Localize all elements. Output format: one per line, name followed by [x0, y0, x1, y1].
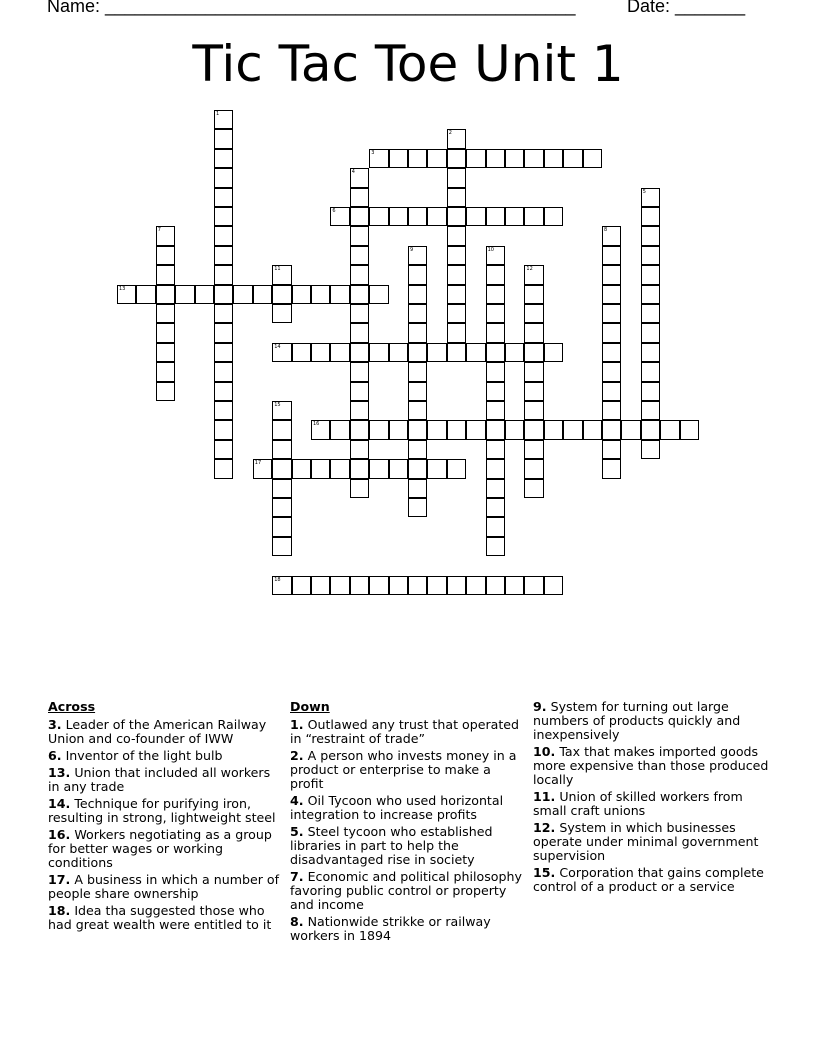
crossword-cell[interactable] — [369, 285, 388, 304]
crossword-cell[interactable] — [641, 401, 660, 420]
crossword-cell[interactable] — [350, 362, 369, 381]
crossword-cell[interactable] — [350, 265, 369, 284]
crossword-cell[interactable] — [427, 343, 446, 362]
crossword-cell[interactable] — [602, 459, 621, 478]
clue-across-18 — [48, 904, 284, 932]
crossword-cell[interactable] — [408, 207, 427, 226]
crossword-cell[interactable] — [486, 265, 505, 284]
crossword-cell[interactable] — [427, 576, 446, 595]
crossword-cell[interactable] — [156, 382, 175, 401]
clue-across-17 — [48, 873, 284, 901]
crossword-cell[interactable] — [156, 323, 175, 342]
crossword-cell[interactable] — [524, 343, 543, 362]
clue-text: A business in which a number of people share ownership — [48, 872, 280, 901]
crossword-cell[interactable] — [214, 285, 233, 304]
crossword-cell[interactable] — [214, 188, 233, 207]
crossword-cell[interactable] — [330, 576, 349, 595]
clue-number: 1. — [290, 717, 304, 732]
crossword-cell[interactable] — [486, 440, 505, 459]
crossword-cell[interactable] — [175, 285, 194, 304]
clue-number-label: 17 — [254, 460, 262, 467]
clue-down-4 — [290, 794, 526, 822]
crossword-cell[interactable] — [602, 343, 621, 362]
crossword-cell[interactable] — [350, 576, 369, 595]
crossword-cell[interactable] — [641, 420, 660, 439]
clue-number: 2. — [290, 748, 304, 763]
crossword-cell[interactable] — [408, 479, 427, 498]
crossword-cell[interactable] — [660, 420, 679, 439]
crossword-cell[interactable] — [272, 285, 291, 304]
crossword-cell[interactable] — [369, 207, 388, 226]
clue-number-label: 4 — [351, 169, 355, 176]
crossword-cell[interactable] — [641, 188, 660, 207]
crossword-cell[interactable] — [389, 420, 408, 439]
crossword-cell[interactable] — [156, 362, 175, 381]
crossword-cell[interactable] — [447, 265, 466, 284]
crossword-cell[interactable] — [214, 129, 233, 148]
crossword-cell[interactable] — [641, 285, 660, 304]
crossword-cell[interactable] — [447, 304, 466, 323]
clue-text: Oil Tycoon who used horizontal integration to increase profits — [290, 793, 504, 822]
clue-number: 7. — [290, 869, 304, 884]
crossword-cell[interactable] — [641, 265, 660, 284]
crossword-cell[interactable] — [272, 401, 291, 420]
crossword-cell[interactable] — [563, 149, 582, 168]
crossword-cell[interactable] — [486, 285, 505, 304]
crossword-cell[interactable] — [466, 343, 485, 362]
clue-down-7 — [290, 870, 526, 912]
crossword-cell[interactable] — [214, 246, 233, 265]
crossword-cell[interactable] — [408, 246, 427, 265]
clue-number-label: 3 — [371, 149, 375, 156]
crossword-cell[interactable] — [447, 420, 466, 439]
clue-down-5 — [290, 825, 526, 867]
clue-text: Union that included all workers in any trade — [48, 765, 271, 794]
crossword-cell[interactable] — [330, 207, 349, 226]
clue-down-2 — [290, 749, 526, 791]
clue-text: Workers negotiating as a group for better wages or working conditions — [48, 827, 272, 870]
crossword-cell[interactable] — [563, 420, 582, 439]
crossword-cell[interactable] — [156, 343, 175, 362]
crossword-cell[interactable] — [486, 343, 505, 362]
crossword-cell[interactable] — [214, 401, 233, 420]
crossword-cell[interactable] — [389, 343, 408, 362]
clue-number: 15. — [533, 865, 556, 880]
crossword-cell[interactable] — [486, 537, 505, 556]
down-clues — [290, 700, 526, 946]
crossword-cell[interactable] — [272, 459, 291, 478]
crossword-cell[interactable] — [408, 498, 427, 517]
clue-number-label: 13 — [119, 285, 126, 292]
clue-number-label: 11 — [274, 266, 281, 273]
crossword-cell[interactable] — [389, 576, 408, 595]
crossword-cell[interactable] — [447, 207, 466, 226]
crossword-cell[interactable] — [350, 440, 369, 459]
crossword-cell[interactable] — [486, 323, 505, 342]
crossword-cell[interactable] — [447, 149, 466, 168]
crossword-cell[interactable] — [253, 285, 272, 304]
crossword-cell[interactable] — [447, 188, 466, 207]
crossword-cell[interactable] — [408, 576, 427, 595]
clue-number-label: 16 — [313, 421, 320, 428]
clue-text: A person who invests money in a product or enterprise to make a profit — [290, 748, 517, 791]
crossword-cell[interactable] — [253, 459, 272, 478]
crossword-cell[interactable] — [408, 440, 427, 459]
crossword-cell[interactable] — [641, 362, 660, 381]
clue-text: Outlawed any trust that operated in “restraint of trade” — [290, 717, 520, 746]
crossword-cell[interactable] — [641, 207, 660, 226]
clue-across-16 — [48, 828, 284, 870]
crossword-cell[interactable] — [427, 149, 446, 168]
crossword-cell[interactable] — [486, 401, 505, 420]
clue-down-1 — [290, 718, 526, 746]
crossword-cell[interactable] — [680, 420, 699, 439]
crossword-cell[interactable] — [602, 265, 621, 284]
clue-number-label: 14 — [274, 343, 281, 350]
crossword-cell[interactable] — [214, 168, 233, 187]
name-field[interactable]: Name: _______________________________________________ — [47, 0, 576, 16]
clue-text: System in which businesses operate under minimal government supervision — [533, 820, 759, 863]
crossword-cell[interactable] — [524, 401, 543, 420]
crossword-cell[interactable] — [408, 265, 427, 284]
crossword-cell[interactable] — [602, 323, 621, 342]
crossword-cell[interactable] — [272, 440, 291, 459]
clue-number-label: 1 — [216, 111, 220, 117]
crossword-cell[interactable] — [544, 207, 563, 226]
crossword-cell[interactable] — [350, 382, 369, 401]
crossword-cell[interactable] — [330, 459, 349, 478]
crossword-cell[interactable] — [350, 168, 369, 187]
clue-text: Technique for purifying iron, resulting in strong, lightweight steel — [48, 796, 276, 825]
across-clues — [48, 700, 284, 935]
clue-text: System for turning out large numbers of products quickly and inexpensively — [533, 699, 741, 742]
crossword-cell[interactable] — [389, 207, 408, 226]
crossword-cell[interactable] — [214, 207, 233, 226]
crossword-cell[interactable] — [311, 343, 330, 362]
crossword-cell[interactable] — [466, 149, 485, 168]
crossword-cell[interactable] — [641, 382, 660, 401]
crossword-cell[interactable] — [486, 246, 505, 265]
clue-text: Economic and political philosophy favoring public control or property and income — [290, 869, 522, 912]
crossword-cell[interactable] — [350, 188, 369, 207]
clue-number-label: 8 — [604, 227, 608, 234]
crossword-cell[interactable] — [389, 459, 408, 478]
crossword-cell[interactable] — [602, 246, 621, 265]
crossword-cell[interactable] — [602, 440, 621, 459]
crossword-cell[interactable] — [214, 226, 233, 245]
crossword-cell[interactable] — [136, 285, 155, 304]
crossword-cell[interactable] — [447, 323, 466, 342]
crossword-cell[interactable] — [350, 246, 369, 265]
clue-number: 10. — [533, 744, 556, 759]
crossword-cell[interactable] — [524, 323, 543, 342]
crossword-cell[interactable] — [272, 343, 291, 362]
crossword-cell[interactable] — [486, 459, 505, 478]
crossword-cell[interactable] — [602, 382, 621, 401]
clue-number-label: 18 — [274, 576, 281, 583]
crossword-cell[interactable] — [408, 401, 427, 420]
date-field[interactable]: Date: _______ — [627, 0, 746, 16]
crossword-cell[interactable] — [447, 285, 466, 304]
crossword-cell[interactable] — [369, 420, 388, 439]
clue-number-label: 2 — [448, 130, 452, 137]
clue-number: 5. — [290, 824, 304, 839]
clue-down-10 — [533, 745, 769, 787]
crossword-cell[interactable] — [311, 285, 330, 304]
clue-number-label: 7 — [157, 227, 161, 234]
clue-number: 13. — [48, 765, 71, 780]
clue-number-label: 5 — [642, 188, 646, 195]
crossword-cell[interactable] — [524, 459, 543, 478]
crossword-cell[interactable] — [524, 265, 543, 284]
crossword-cell[interactable] — [272, 420, 291, 439]
crossword-cell[interactable] — [621, 420, 640, 439]
crossword-cell[interactable] — [408, 362, 427, 381]
crossword-cell[interactable] — [311, 576, 330, 595]
crossword-cell[interactable] — [486, 362, 505, 381]
crossword-cell[interactable] — [544, 343, 563, 362]
crossword-cell[interactable] — [544, 149, 563, 168]
crossword-cell[interactable] — [447, 129, 466, 148]
crossword-cell[interactable] — [486, 420, 505, 439]
crossword-cell[interactable] — [602, 285, 621, 304]
crossword-cell[interactable] — [641, 226, 660, 245]
crossword-cell[interactable] — [486, 304, 505, 323]
crossword-cell[interactable] — [641, 323, 660, 342]
crossword-cell[interactable] — [524, 382, 543, 401]
crossword-cell[interactable] — [369, 576, 388, 595]
crossword-cell[interactable] — [350, 323, 369, 342]
crossword-cell[interactable] — [602, 226, 621, 245]
crossword-cell[interactable] — [427, 420, 446, 439]
crossword-cell[interactable] — [350, 420, 369, 439]
crossword-cell[interactable] — [427, 459, 446, 478]
crossword-cell[interactable] — [602, 304, 621, 323]
crossword-cell[interactable] — [408, 323, 427, 342]
clue-text: Inventor of the light bulb — [65, 748, 223, 763]
crossword-cell[interactable] — [641, 246, 660, 265]
clue-number-label: 9 — [410, 246, 414, 253]
clue-across-6 — [48, 749, 284, 763]
crossword-cell[interactable] — [214, 110, 233, 129]
crossword-cell[interactable] — [214, 382, 233, 401]
crossword-cell[interactable] — [156, 226, 175, 245]
crossword-cell[interactable] — [214, 343, 233, 362]
crossword-cell[interactable] — [272, 517, 291, 536]
crossword-cell[interactable] — [466, 207, 485, 226]
crossword-cell[interactable] — [583, 420, 602, 439]
crossword-cell[interactable] — [311, 459, 330, 478]
clue-down-15 — [533, 866, 769, 894]
crossword-cell[interactable] — [505, 149, 524, 168]
crossword-cell[interactable] — [214, 304, 233, 323]
crossword-cell[interactable] — [214, 459, 233, 478]
crossword-cell[interactable] — [427, 207, 446, 226]
clue-across-13 — [48, 766, 284, 794]
crossword-cell[interactable] — [447, 343, 466, 362]
clue-across-14 — [48, 797, 284, 825]
crossword-cell[interactable] — [486, 149, 505, 168]
crossword-cell[interactable] — [524, 576, 543, 595]
crossword-cell[interactable] — [486, 207, 505, 226]
crossword-cell[interactable] — [214, 362, 233, 381]
clue-text: Union of skilled workers from small craft unions — [533, 789, 743, 818]
crossword-cell[interactable] — [214, 420, 233, 439]
crossword-cell[interactable] — [408, 343, 427, 362]
down-heading: Down — [290, 699, 330, 714]
crossword-cell[interactable] — [544, 420, 563, 439]
crossword-cell[interactable] — [524, 362, 543, 381]
crossword-cell[interactable] — [408, 304, 427, 323]
crossword-cell[interactable] — [486, 382, 505, 401]
crossword-cell[interactable] — [233, 285, 252, 304]
crossword-cell[interactable] — [641, 343, 660, 362]
crossword-cell[interactable] — [117, 285, 136, 304]
clue-number: 6. — [48, 748, 62, 763]
crossword-cell[interactable] — [350, 343, 369, 362]
clue-across-3 — [48, 718, 284, 746]
crossword-cell[interactable] — [641, 304, 660, 323]
crossword-cell[interactable] — [486, 479, 505, 498]
clue-number: 8. — [290, 914, 304, 929]
clue-text: Leader of the American Railway Union and co-founder of IWW — [48, 717, 267, 746]
clue-text: Steel tycoon who established libraries in part to help the disadvantaged rise in society — [290, 824, 493, 867]
crossword-cell[interactable] — [272, 498, 291, 517]
crossword-cell[interactable] — [272, 537, 291, 556]
crossword-cell[interactable] — [214, 149, 233, 168]
crossword-cell[interactable] — [486, 498, 505, 517]
clue-text: Tax that makes imported goods more expensive than those produced locally — [533, 744, 769, 787]
page-title: Tic Tac Toe Unit 1 — [192, 35, 624, 93]
clue-number-label: 12 — [526, 266, 533, 273]
crossword-cell[interactable] — [641, 440, 660, 459]
clue-number: 9. — [533, 699, 547, 714]
crossword-cell[interactable] — [447, 576, 466, 595]
crossword-cell[interactable] — [369, 343, 388, 362]
crossword-cell[interactable] — [330, 420, 349, 439]
clue-number-label: 10 — [487, 246, 494, 253]
down-clues-continued — [533, 700, 769, 897]
crossword-cell[interactable] — [544, 576, 563, 595]
crossword-cell[interactable] — [272, 304, 291, 323]
crossword-cell[interactable] — [292, 285, 311, 304]
crossword-cell[interactable] — [466, 420, 485, 439]
crossword-cell[interactable] — [583, 149, 602, 168]
clue-number: 14. — [48, 796, 71, 811]
crossword-cell[interactable] — [486, 576, 505, 595]
crossword-cell[interactable] — [505, 576, 524, 595]
crossword-cell[interactable] — [350, 226, 369, 245]
crossword-cell[interactable] — [311, 420, 330, 439]
crossword-cell[interactable] — [350, 401, 369, 420]
crossword-cell[interactable] — [408, 382, 427, 401]
clue-text: Idea tha suggested those who had great wealth were entitled to it — [48, 903, 272, 932]
clue-number: 17. — [48, 872, 71, 887]
crossword-cell[interactable] — [505, 207, 524, 226]
crossword-cell[interactable] — [524, 285, 543, 304]
crossword-cell[interactable] — [350, 285, 369, 304]
crossword-cell[interactable] — [292, 459, 311, 478]
crossword-cell[interactable] — [214, 440, 233, 459]
crossword-cell[interactable] — [486, 517, 505, 536]
crossword-cell[interactable] — [408, 285, 427, 304]
crossword-cell[interactable] — [292, 343, 311, 362]
crossword-cell[interactable] — [292, 576, 311, 595]
clue-number: 4. — [290, 793, 304, 808]
crossword-cell[interactable] — [369, 149, 388, 168]
crossword-cell[interactable] — [272, 265, 291, 284]
clue-number: 16. — [48, 827, 71, 842]
crossword-cell[interactable] — [447, 459, 466, 478]
crossword-cell[interactable] — [214, 323, 233, 342]
crossword-cell[interactable] — [524, 479, 543, 498]
crossword-cell[interactable] — [389, 149, 408, 168]
clue-number-label: 6 — [332, 208, 336, 214]
crossword-cell[interactable] — [524, 207, 543, 226]
clue-number-label: 15 — [274, 402, 281, 408]
crossword-cell[interactable] — [156, 265, 175, 284]
crossword-cell[interactable] — [195, 285, 214, 304]
crossword-cell[interactable] — [524, 304, 543, 323]
crossword-cell[interactable] — [156, 285, 175, 304]
crossword-cell[interactable] — [466, 576, 485, 595]
crossword-cell[interactable] — [330, 343, 349, 362]
clue-text: Corporation that gains complete control of a product or a service — [533, 865, 764, 894]
clue-down-12 — [533, 821, 769, 863]
crossword-cell[interactable] — [505, 420, 524, 439]
crossword-cell[interactable] — [350, 304, 369, 323]
crossword-cell[interactable] — [214, 265, 233, 284]
crossword-cell[interactable] — [272, 576, 291, 595]
crossword-cell[interactable] — [408, 420, 427, 439]
crossword-cell[interactable] — [330, 285, 349, 304]
crossword-cell[interactable] — [602, 362, 621, 381]
crossword-cell[interactable] — [350, 459, 369, 478]
clue-number: 12. — [533, 820, 556, 835]
crossword-cell[interactable] — [447, 168, 466, 187]
crossword-cell[interactable] — [447, 226, 466, 245]
crossword-cell[interactable] — [602, 420, 621, 439]
crossword-cell[interactable] — [524, 440, 543, 459]
clue-down-8 — [290, 915, 526, 943]
crossword-cell[interactable] — [272, 479, 291, 498]
crossword-cell[interactable] — [369, 459, 388, 478]
crossword-cell[interactable] — [524, 420, 543, 439]
crossword-cell[interactable] — [156, 304, 175, 323]
crossword-cell[interactable] — [447, 246, 466, 265]
crossword-cell[interactable] — [156, 246, 175, 265]
across-heading: Across — [48, 699, 96, 714]
crossword-cell[interactable] — [350, 207, 369, 226]
crossword-cell[interactable] — [408, 459, 427, 478]
clue-number: 11. — [533, 789, 556, 804]
crossword-cell[interactable] — [602, 401, 621, 420]
crossword-cell[interactable] — [350, 479, 369, 498]
clue-text: Nationwide strikke or railway workers in 1894 — [290, 914, 491, 943]
clue-number: 18. — [48, 903, 71, 918]
crossword-cell[interactable] — [505, 343, 524, 362]
clue-number: 3. — [48, 717, 62, 732]
clue-down-9 — [533, 700, 769, 742]
clue-down-11 — [533, 790, 769, 818]
crossword-cell[interactable] — [524, 149, 543, 168]
crossword-cell[interactable] — [408, 149, 427, 168]
